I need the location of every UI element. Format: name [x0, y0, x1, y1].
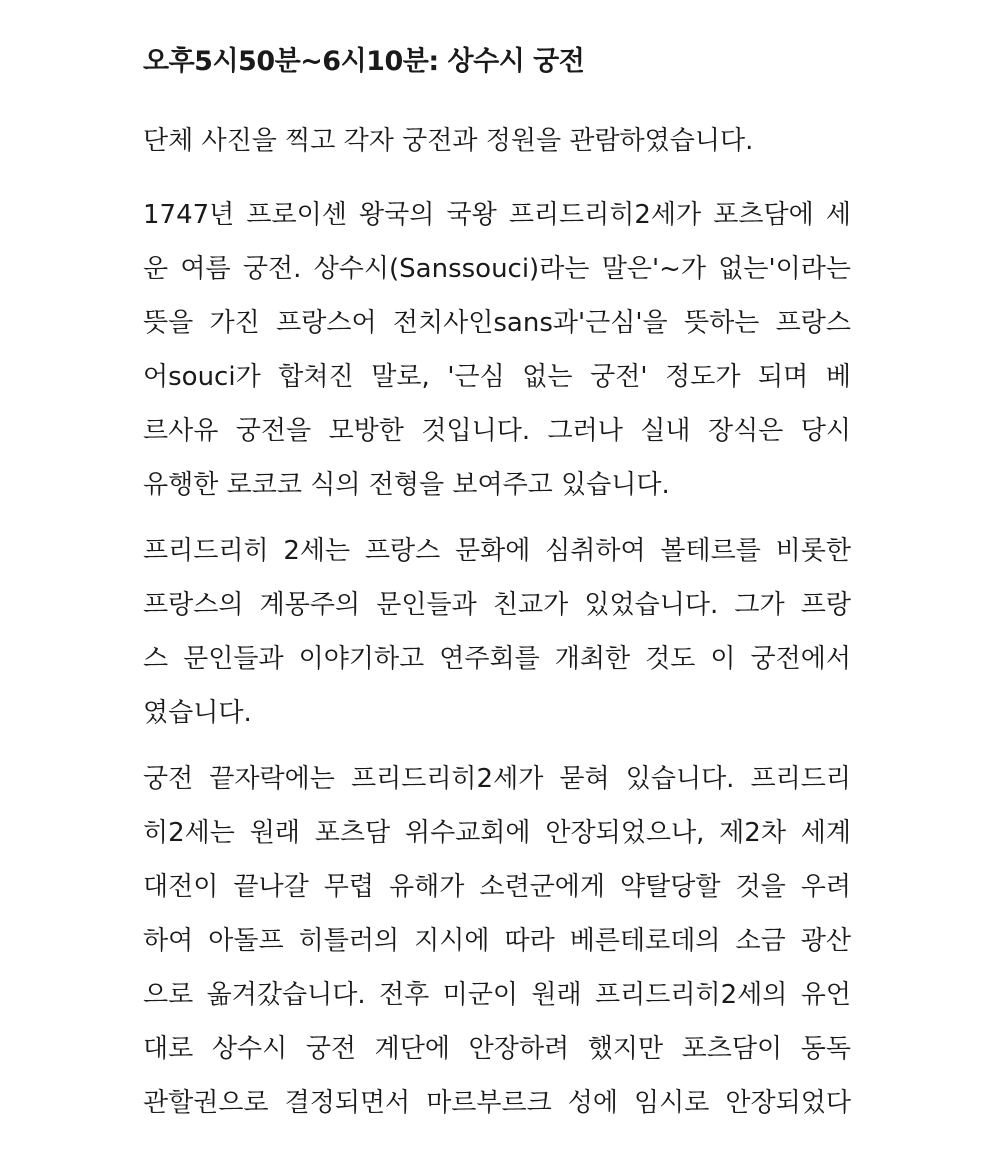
paragraph-line: 단체 사진을 찍고 각자 궁전과 정원을 관람하였습니다. — [143, 126, 754, 156]
paragraph-line: 관할권으로 결정되면서 마르부르크 성에 임시로 안장되었다 — [143, 1088, 851, 1118]
paragraph-line: 1747년 프로이센 왕국의 국왕 프리드리히2세가 포츠담에 세 — [143, 200, 851, 230]
paragraph-line: 스 문인들과 이야기하고 연주회를 개최한 것도 이 궁전에서 — [143, 644, 851, 674]
paragraph-line: 어souci가 합쳐진 말로, '근심 없는 궁전' 정도가 되며 베 — [143, 362, 851, 392]
paragraph-line: 르사유 궁전을 모방한 것입니다. 그러나 실내 장식은 당시 — [143, 416, 851, 446]
paragraph-line: 였습니다. — [143, 698, 252, 728]
paragraph-palace-history — [143, 188, 851, 512]
paragraph-frederick-culture — [143, 524, 851, 740]
paragraph-line: 대로 상수시 궁전 계단에 안장하려 했지만 포츠담이 동독 — [143, 1034, 851, 1064]
paragraph-line: 유행한 로코코 식의 전형을 보여주고 있습니다. — [143, 470, 670, 500]
section-heading: 오후5시50분~6시10분: 상수시 궁전 — [143, 46, 585, 77]
paragraph-line: 뜻을 가진 프랑스어 전치사인sans과'근심'을 뜻하는 프랑스 — [143, 308, 851, 338]
paragraph-line: 하여 아돌프 히틀러의 지시에 따라 베른테로데의 소금 광산 — [143, 926, 851, 956]
paragraph-frederick-burial — [143, 752, 851, 1130]
paragraph-group-photo — [143, 114, 851, 168]
paragraph-line: 으로 옮겨갔습니다. 전후 미군이 원래 프리드리히2세의 유언 — [143, 980, 851, 1010]
paragraph-line: 대전이 끝나갈 무렵 유해가 소련군에게 약탈당할 것을 우려 — [143, 872, 851, 902]
paragraph-line: 프랑스의 계몽주의 문인들과 친교가 있었습니다. 그가 프랑 — [143, 590, 851, 620]
paragraph-line: 히2세는 원래 포츠담 위수교회에 안장되었으나, 제2차 세계 — [143, 818, 851, 848]
paragraph-line: 궁전 끝자락에는 프리드리히2세가 묻혀 있습니다. 프리드리 — [143, 764, 851, 794]
paragraph-line: 프리드리히 2세는 프랑스 문화에 심취하여 볼테르를 비롯한 — [143, 536, 851, 566]
article-body — [143, 40, 851, 1142]
paragraph-line: 운 여름 궁전. 상수시(Sanssouci)라는 말은'~가 없는'이라는 — [143, 254, 851, 284]
